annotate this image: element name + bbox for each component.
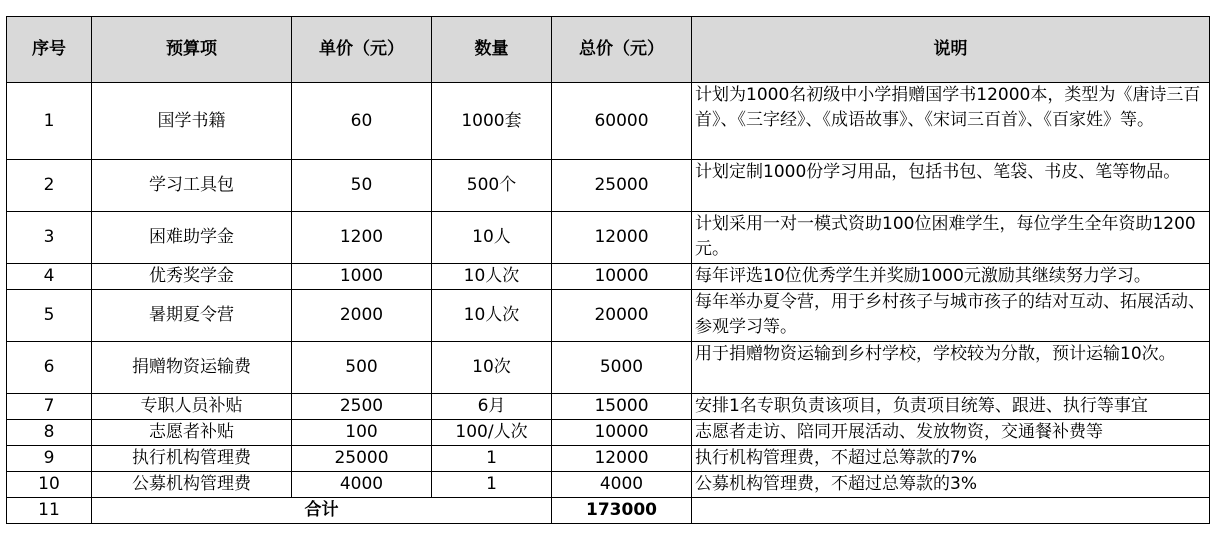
cell-total-price: 12000 xyxy=(552,212,692,264)
summary-description xyxy=(692,498,1210,524)
cell-description: 计划定制1000份学习用品，包括书包、笔袋、书皮、笔等物品。 xyxy=(692,160,1210,212)
cell-description: 每年举办夏令营，用于乡村孩子与城市孩子的结对互动、拓展活动、参观学习等。 xyxy=(692,290,1210,342)
cell-item: 困难助学金 xyxy=(92,212,292,264)
cell-quantity: 10次 xyxy=(432,342,552,394)
summary-label: 合计 xyxy=(92,498,552,524)
cell-no: 4 xyxy=(7,264,92,290)
summary-row xyxy=(7,498,1210,524)
cell-unit-price: 2000 xyxy=(292,290,432,342)
table-row xyxy=(7,83,1210,160)
table-row xyxy=(7,264,1210,290)
cell-quantity: 10人次 xyxy=(432,290,552,342)
table-row xyxy=(7,290,1210,342)
cell-total-price: 10000 xyxy=(552,264,692,290)
cell-item: 执行机构管理费 xyxy=(92,446,292,472)
cell-unit-price: 1200 xyxy=(292,212,432,264)
cell-description: 执行机构管理费，不超过总筹款的7% xyxy=(692,446,1210,472)
table-row xyxy=(7,420,1210,446)
cell-unit-price: 4000 xyxy=(292,472,432,498)
cell-total-price: 10000 xyxy=(552,420,692,446)
cell-item: 优秀奖学金 xyxy=(92,264,292,290)
cell-item: 捐赠物资运输费 xyxy=(92,342,292,394)
cell-unit-price: 25000 xyxy=(292,446,432,472)
cell-item: 学习工具包 xyxy=(92,160,292,212)
cell-total-price: 20000 xyxy=(552,290,692,342)
cell-total-price: 25000 xyxy=(552,160,692,212)
cell-no: 2 xyxy=(7,160,92,212)
cell-no: 8 xyxy=(7,420,92,446)
cell-description: 计划采用一对一模式资助100位困难学生，每位学生全年资助1200元。 xyxy=(692,212,1210,264)
cell-total-price: 60000 xyxy=(552,83,692,160)
cell-item: 志愿者补贴 xyxy=(92,420,292,446)
summary-total: 173000 xyxy=(552,498,692,524)
cell-item: 国学书籍 xyxy=(92,83,292,160)
cell-no: 9 xyxy=(7,446,92,472)
cell-total-price: 12000 xyxy=(552,446,692,472)
table-row xyxy=(7,472,1210,498)
cell-description: 志愿者走访、陪同开展活动、发放物资，交通餐补费等 xyxy=(692,420,1210,446)
cell-quantity: 1 xyxy=(432,446,552,472)
header-no: 序号 xyxy=(7,17,92,83)
cell-quantity: 1 xyxy=(432,472,552,498)
cell-description: 安排1名专职负责该项目，负责项目统筹、跟进、执行等事宜 xyxy=(692,394,1210,420)
header-row xyxy=(7,17,1210,83)
cell-quantity: 1000套 xyxy=(432,83,552,160)
cell-no: 10 xyxy=(7,472,92,498)
cell-total-price: 5000 xyxy=(552,342,692,394)
cell-no: 1 xyxy=(7,83,92,160)
cell-no: 5 xyxy=(7,290,92,342)
cell-item: 专职人员补贴 xyxy=(92,394,292,420)
cell-unit-price: 50 xyxy=(292,160,432,212)
cell-no: 6 xyxy=(7,342,92,394)
header-description: 说明 xyxy=(692,17,1210,83)
cell-unit-price: 100 xyxy=(292,420,432,446)
cell-quantity: 500个 xyxy=(432,160,552,212)
cell-description: 公募机构管理费，不超过总筹款的3% xyxy=(692,472,1210,498)
table-row xyxy=(7,394,1210,420)
header-total-price: 总价（元） xyxy=(552,17,692,83)
table-row xyxy=(7,160,1210,212)
cell-description: 用于捐赠物资运输到乡村学校，学校较为分散，预计运输10次。 xyxy=(692,342,1210,394)
cell-description: 计划为1000名初级中小学捐赠国学书12000本，类型为《唐诗三百首》、《三字经》、《成语故事》、《宋词三百首》、《百家姓》等。 xyxy=(692,83,1210,160)
cell-unit-price: 1000 xyxy=(292,264,432,290)
cell-quantity: 6月 xyxy=(432,394,552,420)
table-row xyxy=(7,342,1210,394)
cell-unit-price: 500 xyxy=(292,342,432,394)
cell-description: 每年评选10位优秀学生并奖励1000元激励其继续努力学习。 xyxy=(692,264,1210,290)
table-row xyxy=(7,446,1210,472)
cell-item: 暑期夏令营 xyxy=(92,290,292,342)
header-unit-price: 单价（元） xyxy=(292,17,432,83)
header-item: 预算项 xyxy=(92,17,292,83)
cell-item: 公募机构管理费 xyxy=(92,472,292,498)
cell-quantity: 10人次 xyxy=(432,264,552,290)
cell-no: 3 xyxy=(7,212,92,264)
cell-unit-price: 2500 xyxy=(292,394,432,420)
cell-no: 7 xyxy=(7,394,92,420)
cell-quantity: 10人 xyxy=(432,212,552,264)
cell-quantity: 100/人次 xyxy=(432,420,552,446)
cell-unit-price: 60 xyxy=(292,83,432,160)
cell-total-price: 15000 xyxy=(552,394,692,420)
cell-total-price: 4000 xyxy=(552,472,692,498)
header-quantity: 数量 xyxy=(432,17,552,83)
summary-no: 11 xyxy=(7,498,92,524)
table-row xyxy=(7,212,1210,264)
budget-table xyxy=(6,16,1210,524)
